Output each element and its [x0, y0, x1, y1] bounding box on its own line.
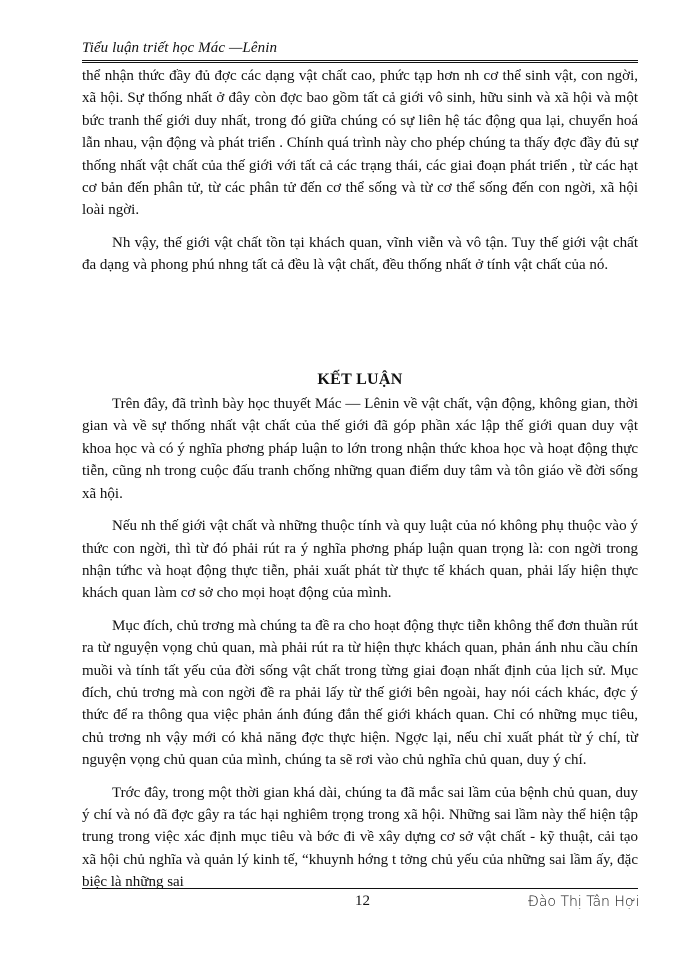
paragraph: Nếu nh thế giới vật chất và những thuộc tính và quy luật của nó không phụ thuộc vào ý thức con ngời, thì từ đó phải rút ra ý nghĩa phơng pháp luận quan trọng là: con ngời trong nhận tứhc và hoạt động thực tiễn, phải xuất phát từ thực tế khách quan, phải lấy hiện thực khách quan làm cơ sở cho mọi hoạt động của mình.: [82, 518, 638, 602]
header-title: Tiểu luận triết học Mác —Lênin: [82, 40, 278, 56]
paragraph: Nh vậy, thế giới vật chất tồn tại khách quan, vĩnh viễn và vô tận. Tuy thế giới vật chất đa dạng và phong phú nhng tất cả đều là vật chất, đều thống nhất ở tính vật chất của nó.: [82, 234, 638, 274]
section-heading: KẾT LUẬN: [317, 370, 403, 388]
paragraph: Mục đích, chủ trơng mà chúng ta đề ra cho hoạt động thực tiễn không thể đơn thuần rút ra từ nguyện vọng chủ quan, mà phải rút ra từ hiện thực khách quan, phản ánh nhu cầu chín muồi và tính tất yếu của đời sống vật chất trong từng giai đoạn nhất định của lịch sử. Mục đích, chủ trơng mà con ngời đề ra phải lấy từ thế giới bên ngoài, hay nói cách khác, đợc ý thức để ra thông qua việc phản ánh đúng đắn thế giới khách quan. Chỉ có những mục tiêu, chủ trơng nh vậy mới có khả năng đợc thực hiện. Ngợc lại, nếu chỉ xuất phát từ ý chí, từ nguyện vọng chủ quan của mình, chúng ta sẽ rơi vào chủ nghĩa chủ quan, duy ý chí.: [82, 617, 638, 769]
page-number: 12: [355, 893, 370, 909]
paragraph: Trên đây, đã trình bày học thuyết Mác — Lênin về vật chất, vận động, không gian, thời gian và về sự thống nhất vật chất của thế giới đã góp phần xác lập thế giới quan duy vật khoa học và có ý nghĩa phơng pháp luận to lớn trong nhận thức khoa học và hoạt động thực tiễn, cũng nh trong cuộc đấu tranh chống những quan điểm duy tâm và tôn giáo về đời sống xã hội.: [82, 396, 638, 502]
body-content: [82, 65, 638, 894]
header-divider: [82, 60, 638, 63]
paragraph: Trớc đây, trong một thời gian khá dài, chúng ta đã mắc sai lầm của bệnh chủ quan, duy ý chí và nó đã đợc gây ra tác hại nghiêm trọng trong xã hội. Những sai lầm này thể hiện tập trung trong việc xác định mục tiêu và bớc đi về xây dựng cơ sở vật chất - kỹ thuật, cải tạo xã hội chủ nghĩa và quản lý kinh tế, “khuynh hớng t tởng chủ yếu của những sai lầm ấy, đặc biệc là những sai: [82, 784, 638, 891]
section-spacer: [82, 277, 638, 369]
footer-divider: [82, 888, 638, 889]
footer-author: Đào Thị Tân Hợi: [528, 894, 640, 910]
paragraph: thể nhận thức đầy đủ đợc các dạng vật chất cao, phức tạp hơn nh cơ thể sinh vật, con ngời, xã hội. Sự thống nhất ở đây còn đợc bao gồm tất cả giới vô sinh, hữu sinh và xã hội và một bức tranh thế giới duy nhất, trong đó giữa chúng có sự liên hệ tác động qua lại, chuyển hoá lẫn nhau, vận động và phát triển . Chính quá trình này cho phép chúng ta thấy đợc đầy đủ sự thống nhất vật chất của thế giới với tất cả các trạng thái, các giai đoạn phát triển , từ các hạt cơ bản đến phân tử, từ các phân tử đến cơ thể sống và từ cơ thể sống đến con ngời, xã hội loài ngời.: [82, 68, 638, 219]
